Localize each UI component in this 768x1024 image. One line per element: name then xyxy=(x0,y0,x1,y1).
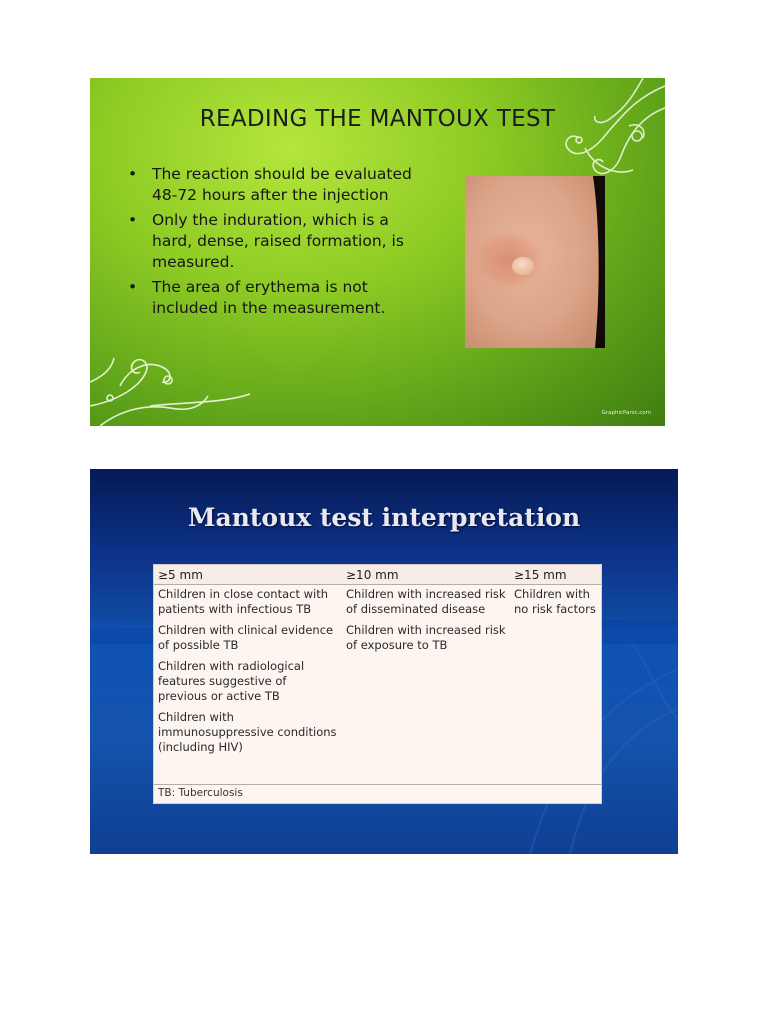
list-item: Children with no risk factors xyxy=(514,587,596,616)
swirl-ornament-bottom-left xyxy=(90,346,250,426)
bullet-glyph: • xyxy=(128,278,138,296)
bullet-item xyxy=(126,210,426,273)
list-item: Children with increased risk of disseminated disease xyxy=(346,587,506,616)
list-item: Children with increased risk of exposure to TB xyxy=(346,623,506,652)
list-item: Children with immunosuppressive conditions (including HIV) xyxy=(158,710,337,754)
slide1-title: READING THE MANTOUX TEST xyxy=(199,106,556,132)
slide-mantoux-interpretation xyxy=(90,469,678,854)
swirl-ornament-top-right xyxy=(525,78,665,188)
bullet-glyph: • xyxy=(128,165,138,183)
table-footnote: TB: Tuberculosis xyxy=(154,784,601,803)
slide1-bullet-list xyxy=(126,164,426,323)
table-header-row xyxy=(154,565,601,585)
column-header-5mm: ≥5 mm xyxy=(154,565,342,585)
list-item: Children with radiological features suggestive of previous or active TB xyxy=(158,659,305,703)
list-item: Children in close contact with patients with infectious TB xyxy=(158,587,329,616)
column-10mm-cell xyxy=(342,585,510,762)
column-5mm-cell xyxy=(154,585,342,762)
slide-reading-mantoux xyxy=(90,78,665,426)
slide1-credit: GraphicPanic.com xyxy=(601,410,651,416)
column-header-15mm: ≥15 mm xyxy=(510,565,601,585)
bullet-item xyxy=(126,164,426,206)
bullet-glyph: • xyxy=(128,211,138,229)
column-header-10mm: ≥10 mm xyxy=(342,565,510,585)
interpretation-table xyxy=(154,565,601,761)
bullet-item xyxy=(126,277,426,319)
bullet-text: The reaction should be evaluated 48-72 hours after the injection xyxy=(152,165,412,204)
bullet-text: Only the induration, which is a hard, dense, raised formation, is measured. xyxy=(152,211,404,271)
list-item: Children with clinical evidence of possible TB xyxy=(158,623,334,652)
interpretation-table-box xyxy=(153,564,602,804)
bullet-text: The area of erythema is not included in the measurement. xyxy=(152,278,386,317)
forearm-induration-image xyxy=(465,176,605,348)
skin-test-photo xyxy=(465,176,605,348)
column-15mm-cell xyxy=(510,585,601,762)
slide2-title: Mantoux test interpretation xyxy=(187,503,581,532)
table-row xyxy=(154,585,601,762)
